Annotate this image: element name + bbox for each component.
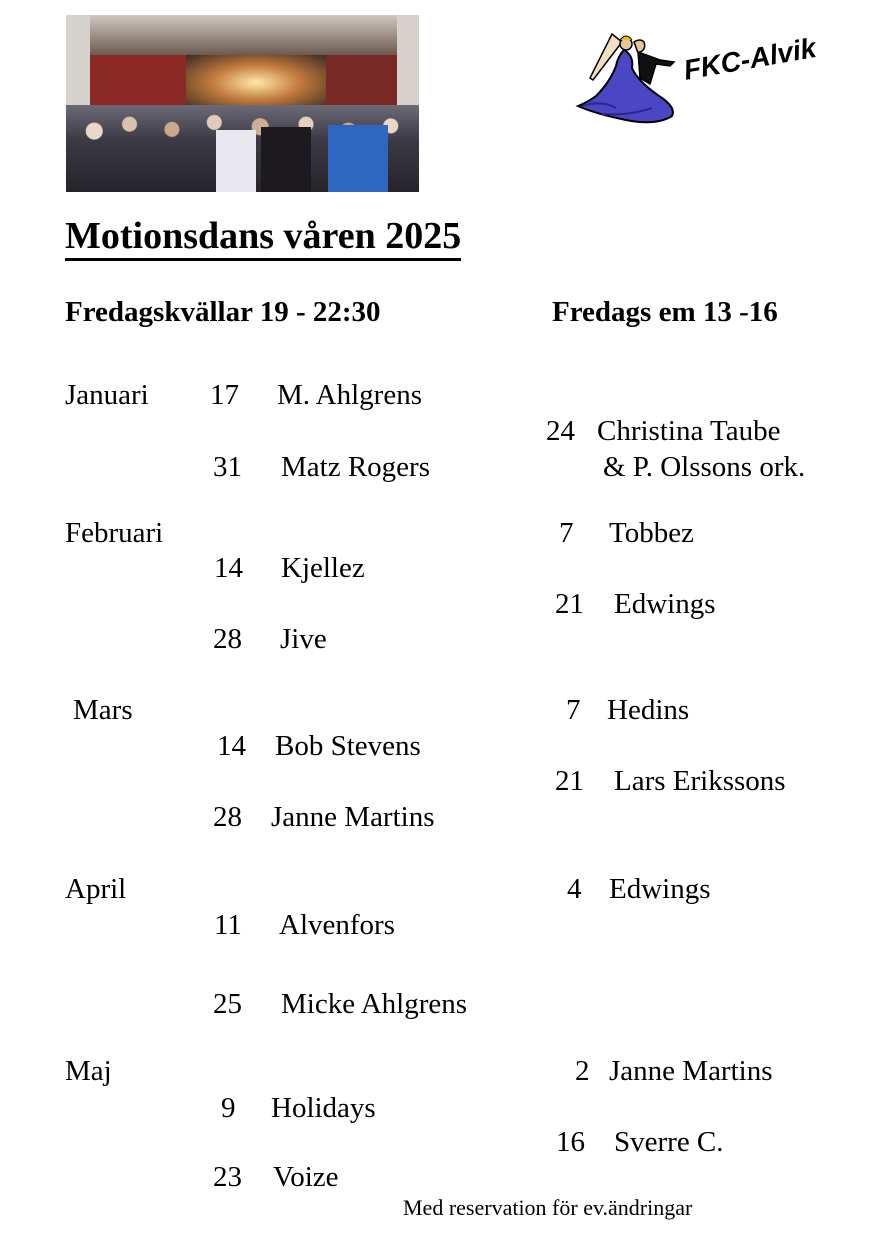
afternoon-band: Sverre C. xyxy=(614,1126,724,1158)
evening-band: Bob Stevens xyxy=(275,730,421,762)
afternoon-day: 21 xyxy=(555,588,584,620)
evening-band: Janne Martins xyxy=(271,801,435,833)
month-label: Mars xyxy=(73,694,133,726)
afternoon-band-line2: & P. Olssons ork. xyxy=(603,451,806,483)
month-label: Februari xyxy=(65,517,164,549)
afternoon-band: Janne Martins xyxy=(609,1055,773,1087)
evening-day: 14 xyxy=(217,730,246,762)
afternoon-band: Hedins xyxy=(607,694,690,726)
evening-day: 25 xyxy=(213,988,242,1020)
dance-hall-photo xyxy=(66,15,419,192)
afternoon-band: Tobbez xyxy=(609,517,694,549)
evening-day: 14 xyxy=(214,552,243,584)
evening-band: M. Ahlgrens xyxy=(277,379,422,411)
afternoon-day: 7 xyxy=(566,694,581,726)
afternoon-day: 7 xyxy=(559,517,574,549)
evening-day: 17 xyxy=(210,379,239,411)
afternoon-day: 21 xyxy=(555,765,584,797)
evening-day: 23 xyxy=(213,1161,242,1193)
month-label: April xyxy=(65,873,127,905)
page-title: Motionsdans våren 2025 xyxy=(65,214,461,261)
afternoon-band: Lars Erikssons xyxy=(614,765,786,797)
evening-band: Voize xyxy=(273,1161,339,1193)
afternoon-day: 16 xyxy=(556,1126,585,1158)
evening-day: 28 xyxy=(213,801,242,833)
header-evening: Fredagskvällar 19 - 22:30 xyxy=(65,296,381,328)
afternoon-day: 4 xyxy=(567,873,582,905)
afternoon-band: Edwings xyxy=(614,588,716,620)
evening-band: Alvenfors xyxy=(279,909,395,941)
evening-band: Jive xyxy=(280,623,327,655)
evening-day: 31 xyxy=(213,451,242,483)
evening-day: 9 xyxy=(221,1092,236,1124)
afternoon-band: Edwings xyxy=(609,873,711,905)
evening-band: Micke Ahlgrens xyxy=(281,988,468,1020)
reservation-note: Med reservation för ev.ändringar xyxy=(403,1195,693,1220)
month-label: Maj xyxy=(65,1055,112,1087)
evening-day: 28 xyxy=(213,623,242,655)
logo-text: FKC-Alvik xyxy=(681,32,819,86)
afternoon-band: Christina Taube xyxy=(597,415,781,447)
afternoon-day: 24 xyxy=(546,415,575,447)
evening-band: Holidays xyxy=(271,1092,376,1124)
evening-band: Kjellez xyxy=(281,552,365,584)
afternoon-day: 2 xyxy=(575,1055,590,1087)
header-afternoon: Fredags em 13 -16 xyxy=(552,296,778,328)
evening-day: 11 xyxy=(214,909,242,941)
evening-band: Matz Rogers xyxy=(281,451,430,483)
month-label: Januari xyxy=(65,379,149,411)
